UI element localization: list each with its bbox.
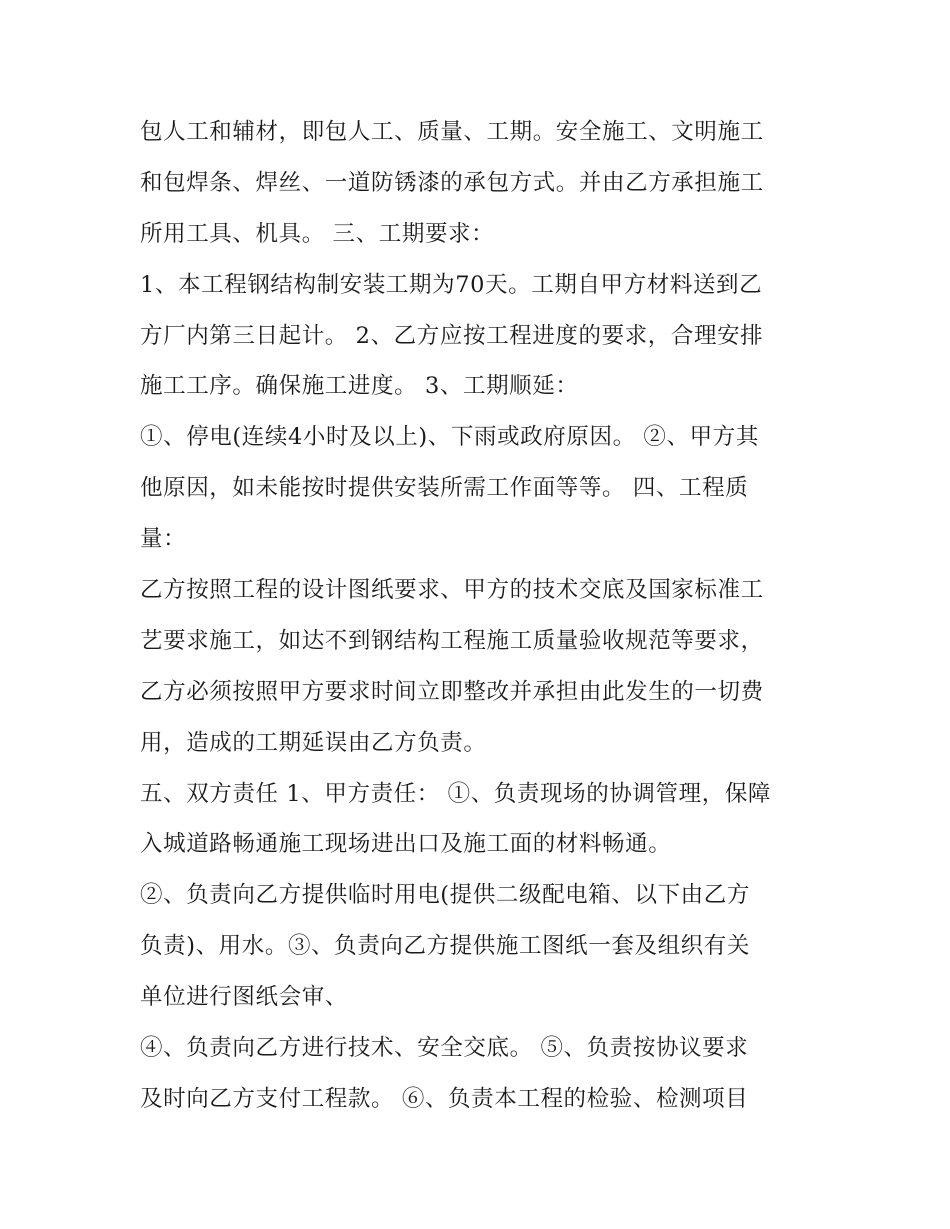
text-line: 及时向乙方支付工程款。 ⑥、负责本工程的检验、检测项目 — [140, 1085, 749, 1112]
text-line: 乙方必须按照甲方要求时间立即整改并承担由此发生的一切费 — [140, 678, 764, 705]
text-line: 和包焊条、焊丝、一道防锈漆的承包方式。并由乙方承担施工 — [140, 169, 764, 196]
text-line: 入城道路畅通施工现场进出口及施工面的材料畅通。 — [140, 831, 672, 858]
text-line: 他原因，如未能按时提供安装所需工作面等等。 四、工程质 — [140, 475, 749, 502]
text-line: 所用工具、机具。 三、工期要求： — [140, 220, 495, 247]
text-line: 艺要求施工，如达不到钢结构工程施工质量验收规范等要求， — [140, 627, 764, 654]
text-line: 用，造成的工期延误由乙方负责。 — [140, 729, 487, 756]
text-line: ②、负责向乙方提供临时用电(提供二级配电箱、以下由乙方 — [140, 882, 750, 909]
text-line: ①、停电(连续4小时及以上)、下雨或政府原因。 ②、甲方其 — [140, 424, 759, 451]
contract-body-text — [140, 107, 820, 1125]
text-line: 乙方按照工程的设计图纸要求、甲方的技术交底及国家标准工 — [140, 577, 764, 604]
text-line: 负责)、用水。③、负责向乙方提供施工图纸一套及组织有关 — [140, 933, 750, 960]
text-line: 五、双方责任 1、甲方责任： ①、负责现场的协调管理，保障 — [140, 780, 772, 807]
text-line: 施工工序。确保施工进度。 3、工期顺延： — [140, 373, 579, 400]
text-line: 单位进行图纸会审、 — [140, 984, 348, 1011]
text-line: ④、负责向乙方进行技术、安全交底。 ⑤、负责按协议要求 — [140, 1035, 749, 1062]
text-line: 量： — [140, 526, 187, 553]
text-line: 1、本工程钢结构制安装工期为70天。工期自甲方材料送到乙 — [140, 271, 763, 298]
text-line: 包人工和辅材，即包人工、质量、工期。安全施工、文明施工 — [140, 119, 764, 145]
text-line: 方厂内第三日起计。 2、乙方应按工程进度的要求，合理安排 — [140, 322, 764, 349]
